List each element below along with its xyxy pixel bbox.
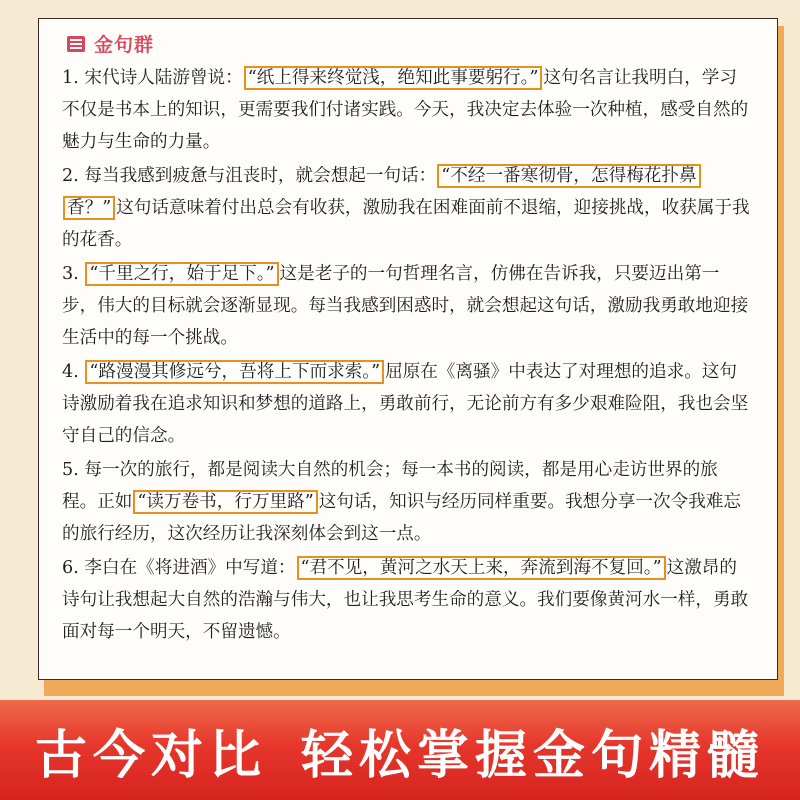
item-number: 4. — [62, 362, 79, 382]
item-text: 屈原在《离骚》中表达了对理想的追求。这句诗激励着我在追求知识和梦想的道路上，勇敢前行，无论前方有多少艰难险阻，我也会坚守自己的信念。 — [62, 362, 749, 446]
section-title: 金句群 — [94, 34, 155, 56]
item-number: 3. — [62, 264, 79, 284]
item-text: 这句话意味着付出总会有收获，激励我在困难面前不退缩，迎接挑战，收获属于我的花香。 — [62, 198, 750, 250]
quote-list — [62, 62, 752, 650]
section-heading — [66, 30, 154, 57]
item-text: 宋代诗人陆游曾说： — [84, 68, 243, 88]
item-text: 这句话，知识与经历同样重要。我想分享一次令我难忘的旅行经历，这次经历让我深刻体会到这一点。 — [62, 492, 741, 544]
highlighted-quote: “纸上得来终觉浅，绝知此事要躬行。” — [244, 66, 543, 90]
list-item — [62, 356, 752, 452]
promo-banner — [0, 700, 800, 800]
banner-slogan-right: 轻松掌握金句精髓 — [301, 725, 766, 786]
highlighted-quote: “君不见，黄河之水天上来，奔流到海不复回。” — [297, 556, 666, 580]
list-item — [62, 454, 752, 550]
banner-slogan — [35, 713, 765, 788]
item-number: 6. — [62, 558, 79, 578]
item-text: 每当我感到疲惫与沮丧时，就会想起一句话： — [84, 166, 437, 186]
highlighted-quote: “路漫漫其修远兮，吾将上下而求索。” — [85, 360, 384, 384]
list-item — [62, 160, 752, 256]
item-text: 李白在《将进酒》中写道： — [84, 558, 296, 578]
list-item — [62, 258, 752, 354]
item-text: 这是老子的一句哲理名言，仿佛在告诉我，只要迈出第一步，伟大的目标就会逐渐显现。每当我感到困惑时，就会想起这句话，激励我勇敢地迎接生活中的每一个挑战。 — [62, 264, 749, 348]
banner-slogan-left: 古今对比 — [34, 725, 267, 786]
item-number: 2. — [62, 166, 79, 186]
item-text: 这激昂的诗句让我想起大自然的浩瀚与伟大，也让我思考生命的意义。我们要像黄河水一样，勇敢面对每一个明天，不留遗憾。 — [62, 558, 749, 642]
item-number: 1. — [62, 68, 79, 88]
item-number: 5. — [62, 460, 79, 480]
item-text: 每一次的旅行，都是阅读大自然的机会；每一本书的阅读，都是用心走访世界的旅程。正如 — [62, 460, 718, 512]
item-text: 这句名言让我明白，学习不仅是书本上的知识，更需要我们付诸实践。今天，我决定去体验一次种植，感受自然的魅力与生命的力量。 — [62, 68, 749, 152]
book-icon — [66, 35, 86, 53]
highlighted-quote: “不经一番寒彻骨，怎得梅花扑鼻香？” — [63, 164, 701, 220]
list-item — [62, 62, 752, 158]
highlighted-quote: “千里之行，始于足下。” — [85, 262, 278, 286]
highlighted-quote: “读万卷书，行万里路” — [133, 490, 317, 514]
list-item — [62, 552, 752, 648]
